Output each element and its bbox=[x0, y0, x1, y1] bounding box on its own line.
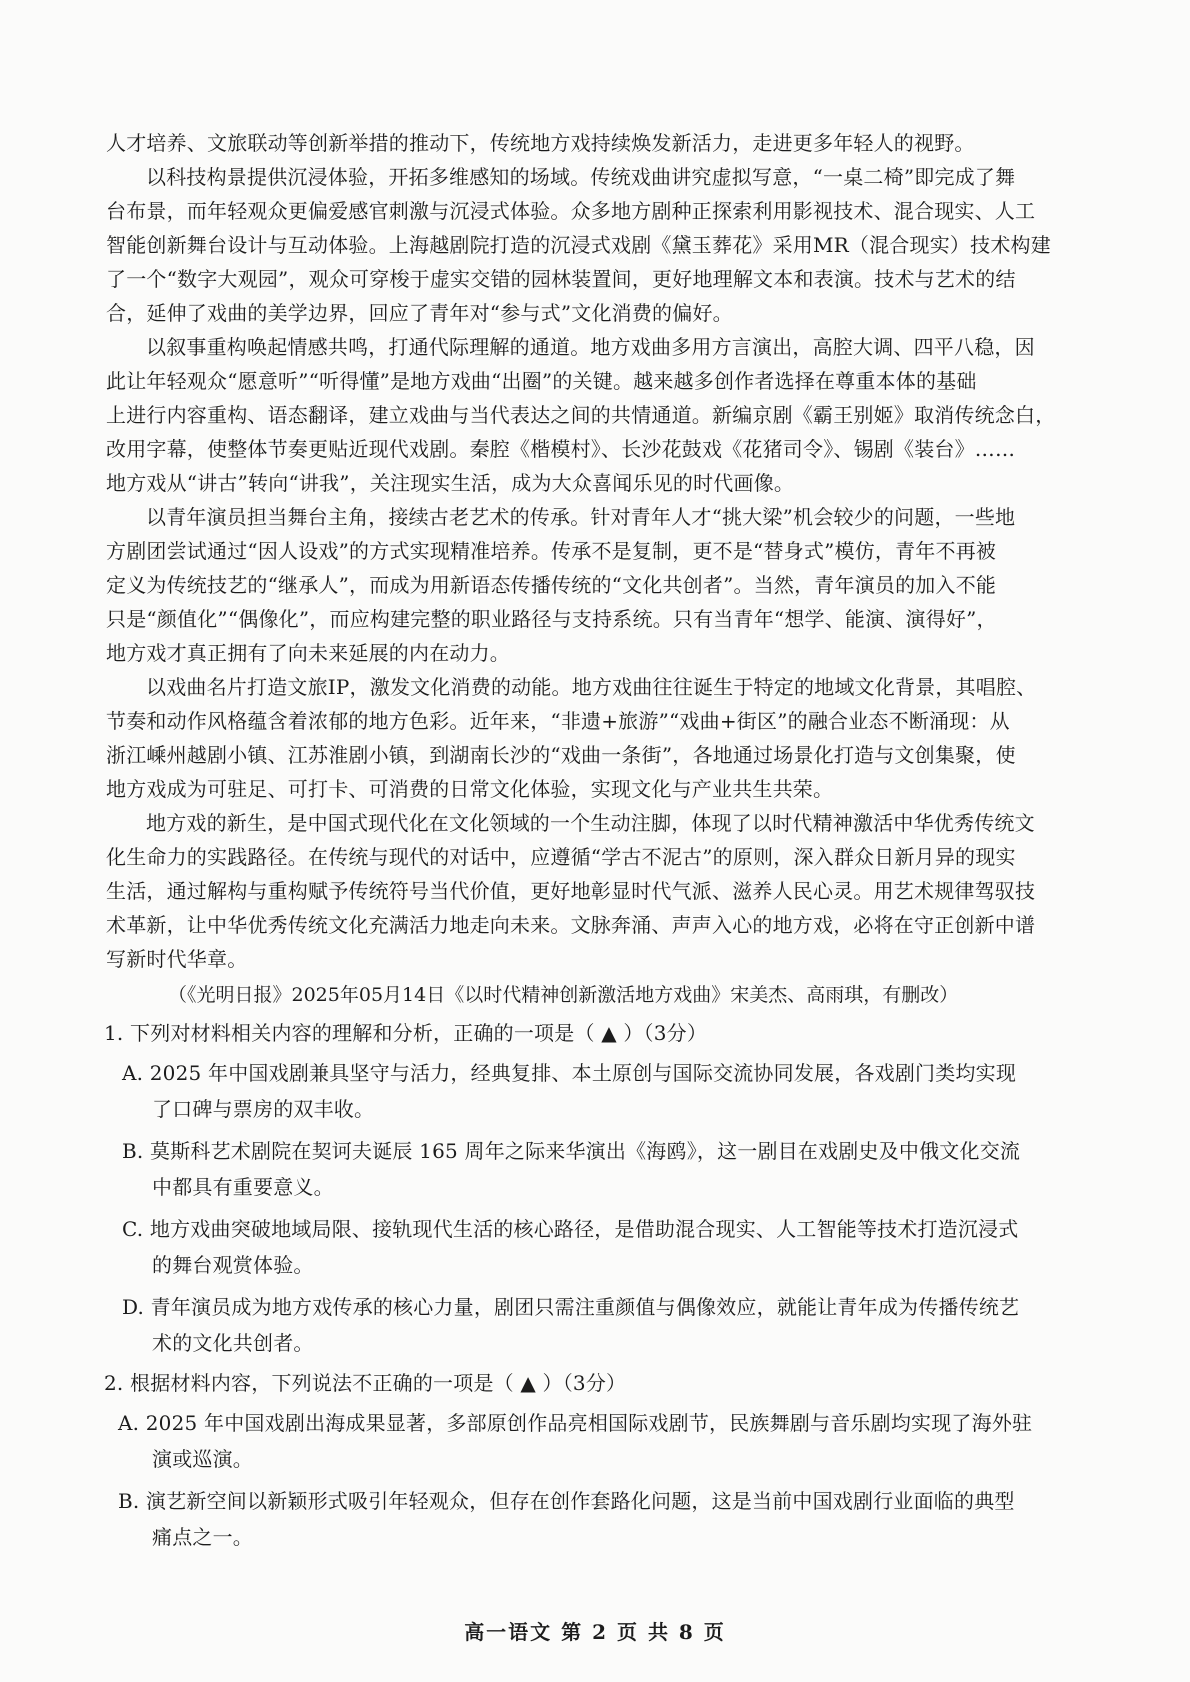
article-line: 了一个“数字大观园”，观众可穿梭于虚实交错的园林装置间，更好地理解文本和表演。技术与艺术的结 bbox=[106, 267, 1016, 291]
article-line: 地方戏从“讲古”转向“讲我”，关注现实生活，成为大众喜闻乐见的时代画像。 bbox=[106, 471, 795, 495]
article-line: 人才培养、文旅联动等创新举措的推动下，传统地方戏持续焕发新活力，走进更多年轻人的视野。 bbox=[106, 131, 975, 155]
q1-option-b-line2: 中都具有重要意义。 bbox=[152, 1175, 334, 1199]
q2-option-b-line2: 痛点之一。 bbox=[152, 1525, 253, 1549]
article-source: （《光明日报》2025年05月14日《以时代精神创新激活地方戏曲》宋美杰、高雨琪，有删改） bbox=[168, 984, 959, 1006]
question-1-stem: 1. 下列对材料相关内容的理解和分析，正确的一项是（ ▲ ）（3分） bbox=[104, 1021, 708, 1045]
article-line: 写新时代华章。 bbox=[106, 947, 248, 971]
question-2-stem: 2. 根据材料内容，下列说法不正确的一项是（ ▲ ）（3分） bbox=[104, 1371, 627, 1395]
article-line: 生活，通过解构与重构赋予传统符号当代价值，更好地彰显时代气派、滋养人民心灵。用艺术规律驾驭技 bbox=[106, 879, 1036, 903]
article-line: 台布景，而年轻观众更偏爱感官刺激与沉浸式体验。众多地方剧种正探索利用影视技术、混合现实、人工 bbox=[106, 199, 1036, 223]
article-line: 地方戏成为可驻足、可打卡、可消费的日常文化体验，实现文化与产业共生共荣。 bbox=[106, 777, 834, 801]
article-line: 合，延伸了戏曲的美学边界，回应了青年对“参与式”文化消费的偏好。 bbox=[106, 301, 733, 325]
q1-option-d-line2: 术的文化共创者。 bbox=[152, 1331, 314, 1355]
q2-option-b-line1: B. 演艺新空间以新颖形式吸引年轻观众，但存在创作套路化问题，这是当前中国戏剧行业面临的典型 bbox=[118, 1489, 1015, 1513]
article-line: 以戏曲名片打造文旅IP，激发文化消费的动能。地方戏曲往往诞生于特定的地域文化背景，其唱腔、 bbox=[146, 675, 1037, 699]
article-line: 节奏和动作风格蕴含着浓郁的地方色彩。近年来，“非遗+旅游”“戏曲+街区”的融合业态不断涌现：从 bbox=[106, 709, 1010, 733]
q1-option-d-line1: D. 青年演员成为地方戏传承的核心力量，剧团只需注重颜值与偶像效应，就能让青年成为传播传统艺 bbox=[122, 1295, 1020, 1319]
article-line: 地方戏才真正拥有了向未来延展的内在动力。 bbox=[106, 641, 510, 665]
article-line: 以青年演员担当舞台主角，接续古老艺术的传承。针对青年人才“挑大梁”机会较少的问题，一些地 bbox=[146, 505, 1016, 529]
article-line: 改用字幕，使整体节奏更贴近现代戏剧。秦腔《楷模村》、长沙花鼓戏《花猪司令》、锡剧《装台》…… bbox=[106, 437, 1016, 461]
article-line: 以科技构景提供沉浸体验，开拓多维感知的场域。传统戏曲讲究虚拟写意，“一桌二椅”即完成了舞 bbox=[146, 165, 1016, 189]
article-line: 只是“颜值化”“偶像化”，而应构建完整的职业路径与支持系统。只有当青年“想学、能演、演得好”， bbox=[106, 607, 997, 631]
article-line: 方剧团尝试通过“因人设戏”的方式实现精准培养。传承不是复制，更不是“替身式”模仿，青年不再被 bbox=[106, 539, 997, 563]
q1-option-c-line1: C. 地方戏曲突破地域局限、接轨现代生活的核心路径，是借助混合现实、人工智能等技术打造沉浸式 bbox=[122, 1217, 1019, 1241]
article-line: 此让年轻观众“愿意听”“听得懂”是地方戏曲“出圈”的关键。越来越多创作者选择在尊重本体的基础 bbox=[106, 369, 977, 393]
article-line: 术革新，让中华优秀传统文化充满活力地走向未来。文脉奔涌、声声入心的地方戏，必将在守正创新中谱 bbox=[106, 913, 1036, 937]
article-line: 化生命力的实践路径。在传统与现代的对话中，应遵循“学古不泥古”的原则，深入群众日新月异的现实 bbox=[106, 845, 1016, 869]
article-line: 智能创新舞台设计与互动体验。上海越剧院打造的沉浸式戏剧《黛玉葬花》采用MR（混合现实）技术构建 bbox=[106, 233, 1051, 257]
q1-option-a-line1: A. 2025 年中国戏剧兼具坚守与活力，经典复排、本土原创与国际交流协同发展，各戏剧门类均实现 bbox=[122, 1061, 1017, 1085]
q1-option-b-line1: B. 莫斯科艺术剧院在契诃夫诞辰 165 周年之际来华演出《海鸥》，这一剧目在戏剧史及中俄文化交流 bbox=[122, 1139, 1021, 1163]
article-line: 以叙事重构唤起情感共鸣，打通代际理解的通道。地方戏曲多用方言演出，高腔大调、四平八稳，因 bbox=[146, 335, 1035, 359]
q1-option-a-line2: 了口碑与票房的双丰收。 bbox=[152, 1097, 375, 1121]
page-footer: 高一语文 第 2 页 共 8 页 bbox=[464, 1620, 726, 1644]
article-line: 定义为传统技艺的“继承人”，而成为用新语态传播传统的“文化共创者”。当然，青年演员的加入不能 bbox=[106, 573, 997, 597]
q2-option-a-line1: A. 2025 年中国戏剧出海成果显著，多部原创作品亮相国际戏剧节，民族舞剧与音乐剧均实现了海外驻 bbox=[118, 1411, 1033, 1435]
article-line: 上进行内容重构、语态翻译，建立戏曲与当代表达之间的共情通道。新编京剧《霸王别姬》取消传统念白， bbox=[106, 403, 1056, 427]
article-line: 地方戏的新生，是中国式现代化在文化领域的一个生动注脚，体现了以时代精神激活中华优秀传统文 bbox=[146, 811, 1035, 835]
q2-option-a-line2: 演或巡演。 bbox=[152, 1447, 253, 1471]
article-line: 浙江嵊州越剧小镇、江苏淮剧小镇，到湖南长沙的“戏曲一条街”，各地通过场景化打造与文创集聚，使 bbox=[106, 743, 1016, 767]
q1-option-c-line2: 的舞台观赏体验。 bbox=[152, 1253, 314, 1277]
